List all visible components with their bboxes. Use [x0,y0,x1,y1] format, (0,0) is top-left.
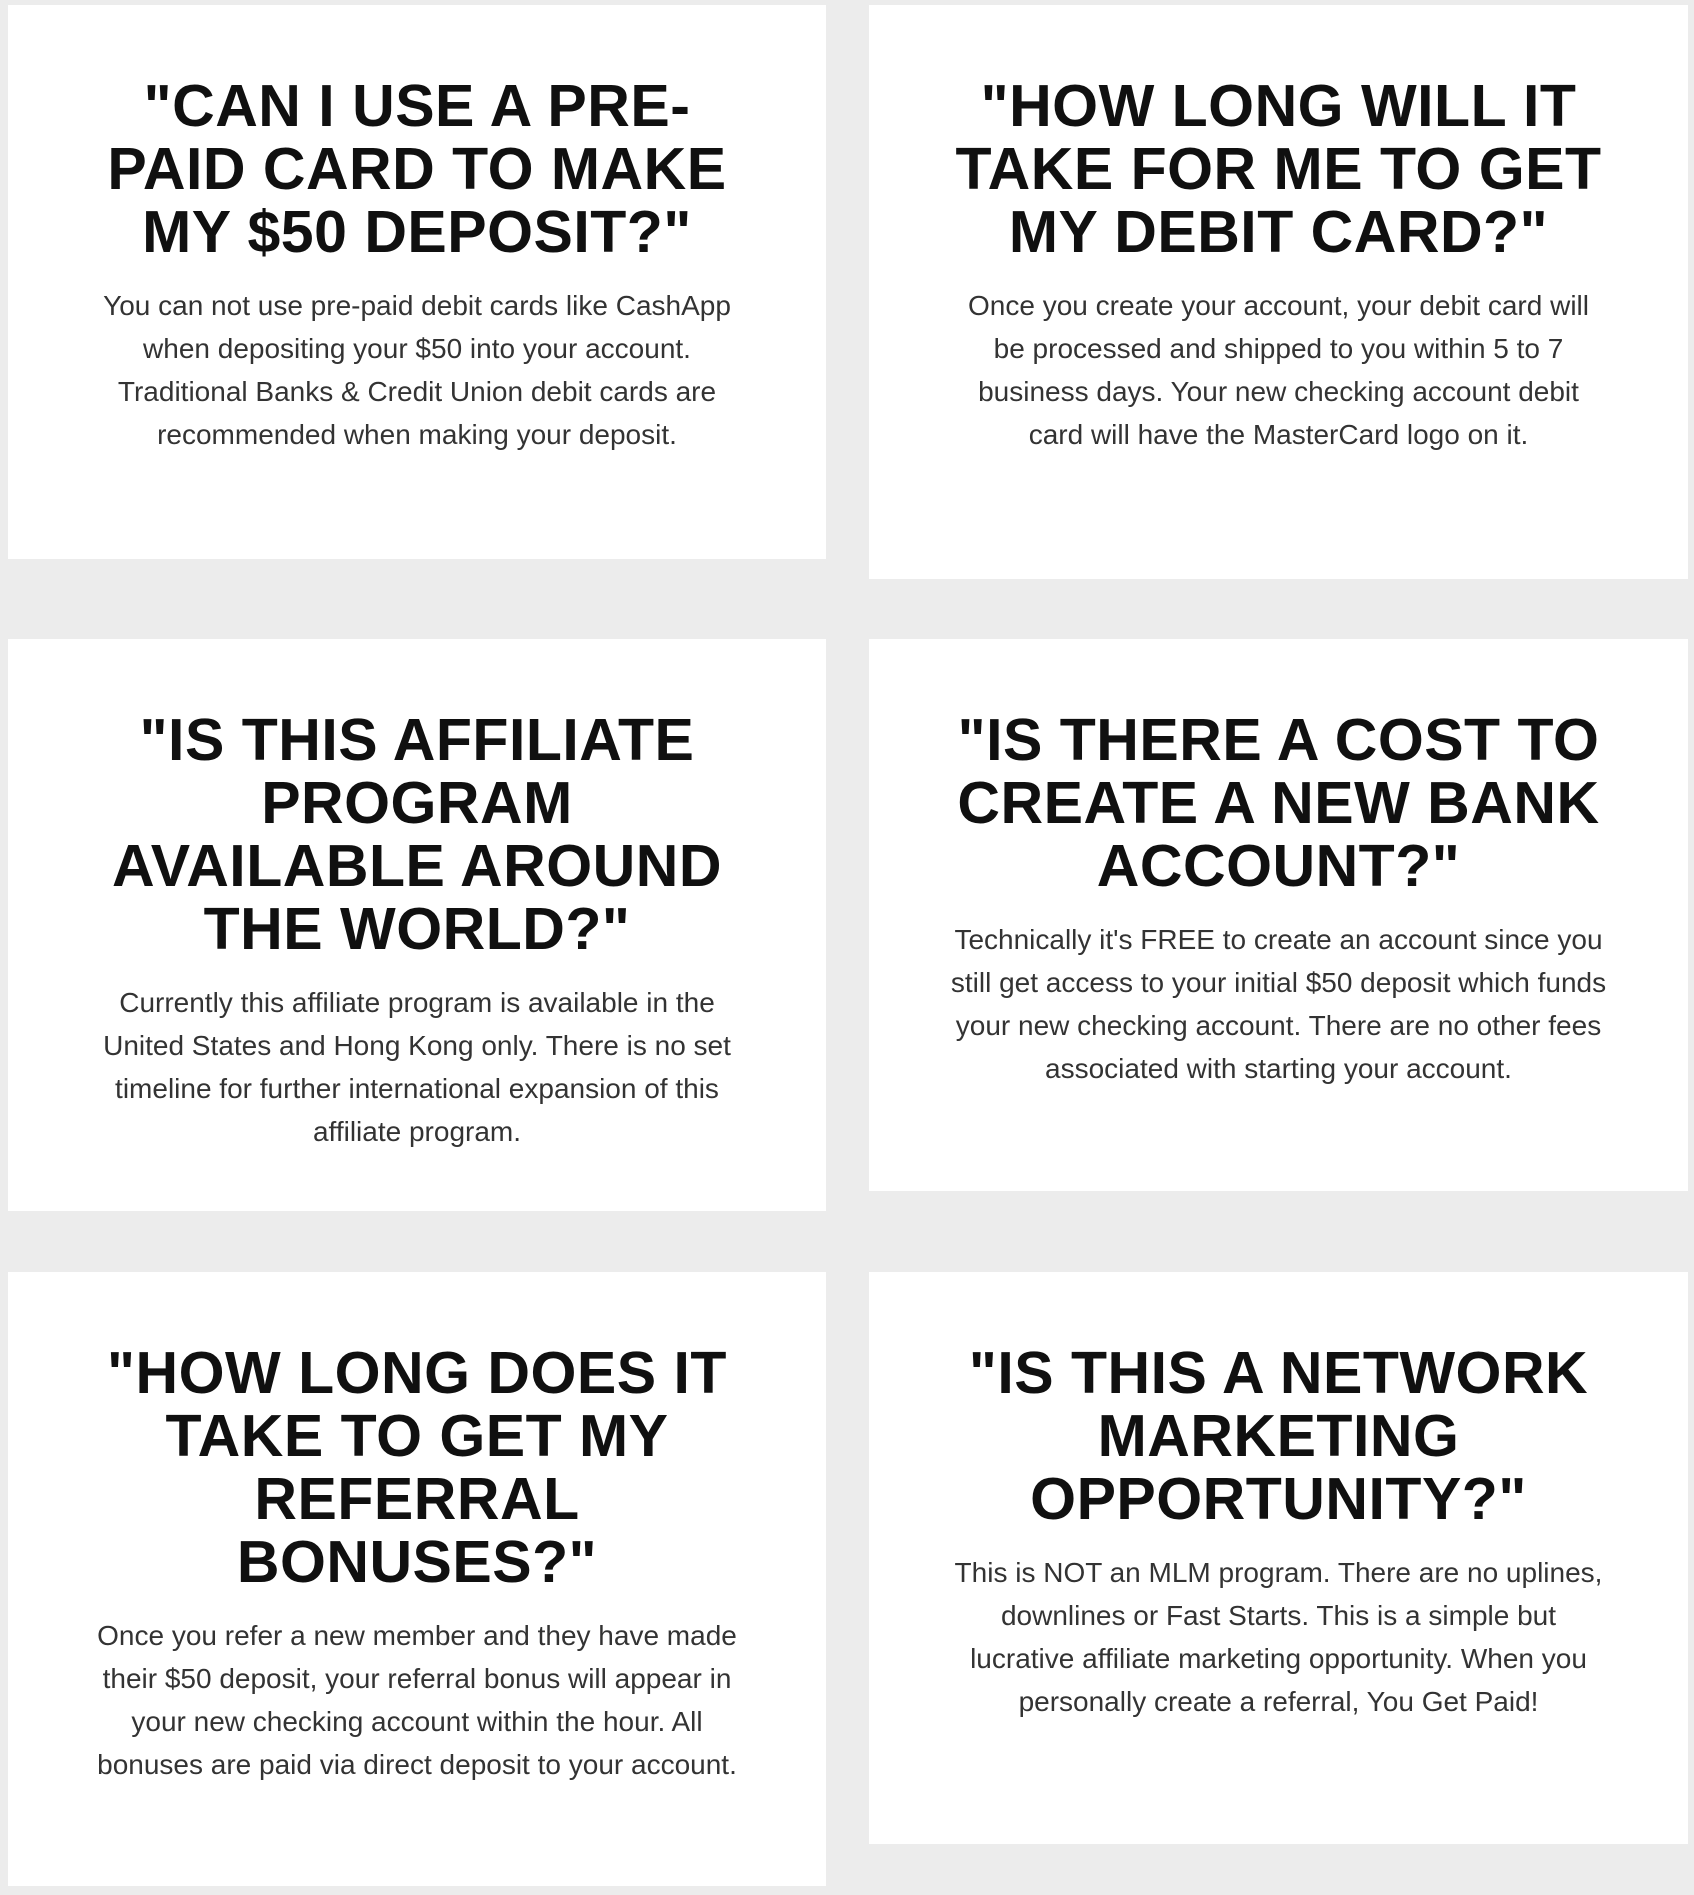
faq-card-prepaid-card [8,5,826,559]
faq-card-availability [8,639,826,1211]
faq-question: "HOW LONG WILL IT TAKE FOR ME TO GET MY DEBIT CARD?" [955,73,1602,265]
faq-answer: Once you create your account, your debit card will be processed and shipped to you within 5 to 7 business days. Your new checking account debit card will have the MasterCard logo on it. [968,290,1589,450]
faq-card-referral-bonus [8,1272,826,1886]
faq-answer: Currently this affiliate program is available in the United States and Hong Kong only. There is no set timeline for further international expansion of this affiliate program. [103,987,731,1147]
faq-question: "CAN I USE A PRE-PAID CARD TO MAKE MY $50 DEPOSIT?" [107,73,727,265]
faq-answer: This is NOT an MLM program. There are no uplines, downlines or Fast Starts. This is a simple but lucrative affiliate marketing opportunity. When you personally create a referral, You Get Paid! [954,1557,1603,1717]
faq-question: "IS THERE A COST TO CREATE A NEW BANK ACCOUNT?" [957,707,1600,899]
faq-answer: You can not use pre-paid debit cards like CashApp when depositing your $50 into your account. Traditional Banks & Credit Union debit cards are recommended when making your deposit. [103,290,731,450]
faq-question: "HOW LONG DOES IT TAKE TO GET MY REFERRAL BONUSES?" [107,1340,727,1595]
faq-card-network-marketing [869,1272,1688,1844]
faq-card-cost [869,639,1688,1191]
faq-answer: Once you refer a new member and they have made their $50 deposit, your referral bonus will appear in your new checking account within the hour. All bonuses are paid via direct deposit to your account. [97,1620,737,1780]
faq-question: "IS THIS A NETWORK MARKETING OPPORTUNITY?" [968,1340,1589,1532]
faq-question: "IS THIS AFFILIATE PROGRAM AVAILABLE AROUND THE WORLD?" [112,707,722,962]
faq-card-debit-card-time [869,5,1688,579]
faq-answer: Technically it's FREE to create an account since you still get access to your initial $50 deposit which funds your new checking account. There are no other fees associated with starting your account. [950,924,1607,1084]
